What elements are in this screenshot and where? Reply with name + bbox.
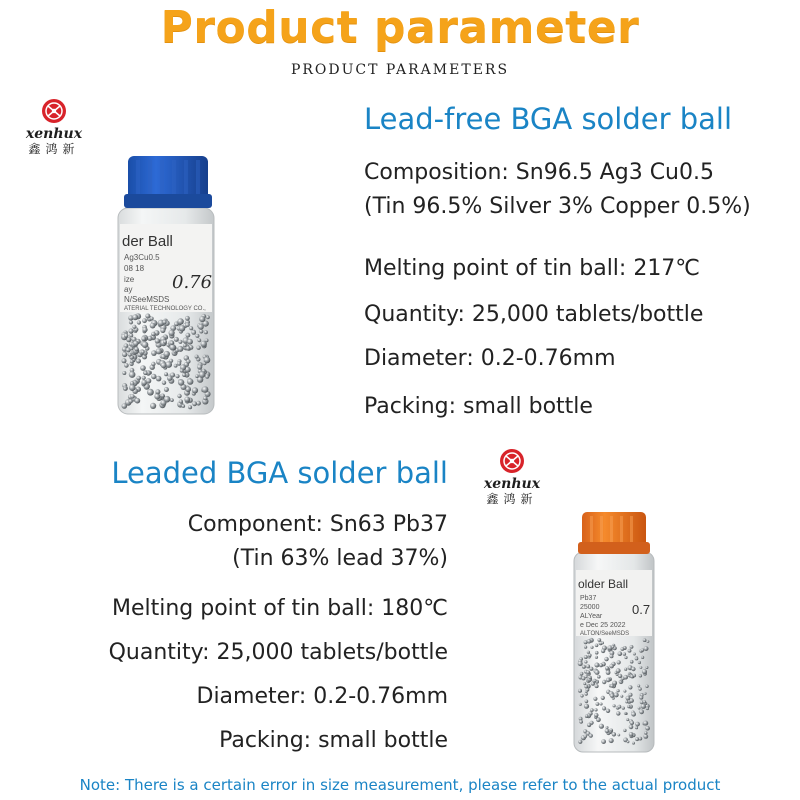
solder-ball	[645, 726, 650, 731]
solder-ball	[601, 739, 606, 744]
solder-ball	[638, 687, 641, 690]
solder-ball	[610, 694, 614, 698]
solder-ball	[611, 645, 614, 648]
solder-ball	[584, 685, 588, 689]
solder-ball	[584, 704, 589, 709]
solder-ball	[136, 359, 141, 364]
solder-ball	[151, 332, 156, 337]
solder-ball	[638, 661, 641, 664]
solder-ball	[163, 320, 167, 324]
solder-ball	[606, 670, 611, 675]
solder-ball	[188, 405, 192, 409]
solder-ball	[182, 404, 186, 408]
solder-ball	[594, 663, 599, 668]
solder-ball	[129, 328, 134, 333]
solder-ball	[641, 648, 644, 651]
solder-ball	[638, 707, 641, 710]
solder-ball	[623, 729, 626, 732]
lead-free-composition: Composition: Sn96.5 Ag3 Cu0.5	[364, 160, 714, 185]
solder-ball	[602, 680, 606, 684]
solder-ball	[206, 315, 210, 319]
solder-ball	[177, 318, 183, 324]
solder-ball	[124, 333, 128, 337]
lead-free-melting-point: Melting point of tin ball: 217℃	[364, 256, 701, 281]
solder-ball	[170, 398, 174, 402]
solder-ball	[187, 378, 193, 384]
solder-ball	[594, 679, 597, 682]
solder-ball	[584, 660, 587, 663]
solder-ball	[155, 389, 160, 394]
brand-logo	[14, 96, 94, 156]
solder-ball	[150, 323, 156, 329]
solder-ball	[203, 396, 207, 400]
solder-ball	[177, 346, 183, 352]
solder-ball	[195, 374, 199, 378]
solder-ball	[623, 652, 626, 655]
bottle-handwritten-size: 0.7	[632, 602, 651, 617]
solder-ball	[635, 726, 638, 729]
solder-ball	[585, 675, 588, 678]
solder-ball	[177, 394, 181, 398]
solder-ball	[588, 654, 592, 658]
solder-ball	[585, 700, 589, 704]
solder-ball	[644, 731, 647, 734]
solder-ball	[604, 657, 608, 661]
solder-ball	[624, 712, 627, 715]
solder-ball	[578, 740, 582, 744]
solder-ball	[632, 742, 635, 745]
solder-ball	[623, 675, 628, 680]
solder-ball	[629, 725, 634, 730]
solder-ball	[189, 326, 193, 330]
solder-ball	[639, 696, 643, 700]
solder-ball	[601, 649, 605, 653]
solder-ball	[150, 403, 156, 409]
solder-ball	[646, 707, 649, 710]
solder-ball	[587, 723, 591, 727]
solder-ball	[128, 353, 132, 357]
bottle-label-title: der Ball	[122, 233, 173, 250]
solder-ball	[192, 401, 197, 406]
solder-ball	[618, 674, 622, 678]
lead-free-composition-detail: (Tin 96.5% Silver 3% Copper 0.5%)	[364, 194, 751, 219]
brand-chinese-name: 鑫鸿新	[486, 492, 538, 506]
solder-ball	[613, 704, 616, 707]
solder-ball	[205, 339, 209, 343]
solder-ball	[199, 329, 203, 333]
solder-ball	[645, 685, 648, 688]
solder-ball	[130, 394, 134, 398]
solder-ball	[123, 387, 127, 391]
solder-ball	[643, 734, 648, 739]
solder-ball	[578, 689, 582, 693]
lead-free-packing: Packing: small bottle	[364, 394, 593, 419]
solder-ball	[620, 695, 623, 698]
solder-ball	[164, 372, 168, 376]
solder-ball	[612, 681, 617, 686]
solder-ball	[641, 656, 644, 659]
solder-ball	[145, 314, 150, 319]
solder-ball	[122, 352, 127, 357]
solder-ball	[628, 672, 631, 675]
solder-ball	[595, 670, 600, 675]
solder-ball	[187, 339, 193, 345]
solder-ball	[133, 341, 139, 347]
solder-ball	[180, 369, 184, 373]
brand-name: xenhux	[25, 126, 83, 142]
solder-ball	[151, 374, 156, 379]
solder-ball	[623, 690, 626, 693]
leaded-diameter: Diameter: 0.2-0.76mm	[196, 684, 448, 709]
solder-ball	[617, 734, 620, 737]
solder-ball	[142, 327, 147, 332]
solder-ball	[624, 668, 627, 671]
solder-ball	[630, 675, 634, 679]
solder-ball	[579, 720, 583, 724]
solder-ball	[586, 670, 590, 674]
solder-ball	[643, 721, 648, 726]
bottle-label-line: N/SeeMSDS	[124, 295, 170, 304]
solder-ball	[626, 696, 631, 701]
solder-ball	[192, 387, 198, 393]
solder-ball	[630, 721, 634, 725]
solder-ball	[186, 359, 190, 363]
brand-logo	[472, 446, 552, 506]
solder-ball	[627, 740, 630, 743]
solder-ball	[122, 358, 127, 363]
lead-free-diameter: Diameter: 0.2-0.76mm	[364, 346, 616, 371]
solder-ball	[627, 705, 630, 708]
solder-ball	[606, 726, 609, 729]
solder-ball	[584, 646, 587, 649]
solder-ball	[142, 318, 147, 323]
leaded-title: Leaded BGA solder ball	[111, 456, 448, 490]
solder-ball	[136, 376, 141, 381]
solder-ball	[621, 647, 625, 651]
solder-ball	[170, 344, 176, 350]
solder-ball	[643, 700, 646, 703]
solder-ball	[129, 384, 136, 391]
lead-free-quantity: Quantity: 25,000 tablets/bottle	[364, 302, 704, 327]
solder-ball	[129, 320, 133, 324]
solder-ball	[174, 364, 178, 368]
solder-ball	[586, 664, 590, 668]
solder-ball	[132, 325, 136, 329]
solder-ball	[580, 694, 583, 697]
solder-ball	[618, 705, 622, 709]
solder-ball	[625, 700, 628, 703]
solder-ball	[639, 674, 642, 677]
solder-ball	[622, 707, 625, 710]
solder-ball	[178, 340, 182, 344]
solder-ball	[616, 668, 621, 673]
solder-ball	[593, 697, 597, 701]
solder-ball	[595, 644, 599, 648]
solder-ball	[185, 316, 190, 321]
solder-ball	[587, 639, 592, 644]
solder-ball	[630, 645, 634, 649]
solder-ball	[583, 682, 586, 685]
solder-ball	[606, 678, 611, 683]
solder-ball	[122, 371, 126, 375]
solder-ball	[617, 689, 620, 692]
solder-ball	[595, 684, 599, 688]
solder-ball	[590, 646, 593, 649]
solder-ball	[609, 664, 614, 669]
solder-ball	[587, 651, 590, 654]
solder-ball	[644, 692, 647, 695]
solder-ball	[184, 397, 190, 403]
solder-ball	[142, 376, 146, 380]
solder-ball	[140, 365, 146, 371]
solder-ball	[141, 350, 145, 354]
solder-ball	[635, 737, 639, 741]
solder-ball	[186, 346, 191, 351]
seal-icon	[37, 96, 71, 126]
solder-ball	[618, 651, 623, 656]
solder-ball	[204, 330, 208, 334]
solder-ball	[156, 376, 162, 382]
lead-free-title: Lead-free BGA solder ball	[364, 102, 733, 136]
solder-ball	[600, 703, 603, 706]
solder-ball	[639, 709, 644, 714]
solder-ball	[195, 355, 199, 359]
lead-free-bottle-image	[110, 150, 240, 420]
footnote: Note: There is a certain error in size measurement, please refer to the actual product	[79, 776, 721, 794]
solder-ball	[146, 378, 151, 383]
bottle-label-line: ALTON/SeeMSDS	[580, 631, 630, 637]
solder-ball	[134, 347, 138, 351]
solder-ball	[595, 651, 599, 655]
solder-ball	[137, 320, 141, 324]
page-subtitle: PRODUCT PARAMETERS	[290, 62, 510, 78]
solder-ball	[585, 714, 588, 717]
bottle-label-line: Pb37	[580, 595, 597, 602]
solder-ball	[637, 684, 640, 687]
solder-ball	[191, 330, 196, 335]
solder-ball	[589, 734, 593, 738]
solder-ball	[178, 379, 184, 385]
solder-ball	[605, 729, 610, 734]
leaded-bottle-image	[560, 508, 670, 758]
solder-ball	[169, 330, 175, 336]
solder-ball	[177, 362, 181, 366]
solder-ball	[588, 676, 591, 679]
solder-ball	[163, 340, 167, 344]
solder-ball	[129, 333, 133, 337]
solder-ball	[602, 706, 606, 710]
bottle-label-title: older Ball	[578, 577, 629, 591]
solder-ball	[202, 386, 209, 393]
solder-ball	[204, 357, 211, 364]
brand-chinese-name: 鑫鸿新	[28, 142, 80, 156]
solder-ball	[199, 316, 205, 322]
solder-ball	[606, 709, 610, 713]
solder-ball	[196, 346, 200, 350]
leaded-quantity: Quantity: 25,000 tablets/bottle	[108, 640, 448, 665]
solder-ball	[624, 656, 627, 659]
solder-ball	[594, 708, 597, 711]
leaded-melting-point: Melting point of tin ball: 180℃	[111, 596, 448, 621]
solder-ball	[614, 692, 619, 697]
solder-ball	[135, 398, 141, 404]
solder-ball	[185, 323, 190, 328]
solder-ball	[616, 711, 620, 715]
solder-ball	[144, 371, 148, 375]
solder-ball	[186, 333, 191, 338]
solder-ball	[174, 337, 179, 342]
solder-ball	[167, 376, 172, 381]
solder-ball	[164, 351, 170, 357]
solder-ball	[629, 732, 634, 737]
solder-ball	[628, 649, 632, 653]
bottle-label-line: ALYear	[580, 613, 603, 620]
solder-ball	[151, 362, 155, 366]
solder-ball	[640, 666, 643, 669]
bottle-label-line: 08 18	[124, 264, 145, 273]
solder-ball	[642, 669, 647, 674]
solder-ball	[609, 738, 614, 743]
solder-ball	[197, 364, 202, 369]
solder-ball	[610, 654, 614, 658]
bottle-label-line: e Dec 25 2022	[580, 622, 626, 629]
solder-ball	[590, 708, 594, 712]
solder-ball	[122, 403, 128, 409]
brand-name: xenhux	[483, 476, 541, 492]
solder-ball	[179, 399, 183, 403]
solder-ball	[584, 655, 588, 659]
solder-ball	[132, 314, 138, 320]
solder-ball	[197, 338, 201, 342]
solder-ball	[644, 646, 649, 651]
solder-ball	[645, 666, 648, 669]
leaded-component: Component: Sn63 Pb37	[187, 512, 448, 537]
solder-ball	[578, 661, 583, 666]
solder-ball	[155, 338, 160, 343]
solder-ball	[199, 371, 206, 378]
solder-ball	[643, 638, 647, 642]
bottle-label-line: ay	[124, 285, 133, 294]
bottle-handwritten-size: 0.76	[172, 272, 213, 293]
solder-ball	[630, 660, 634, 664]
solder-ball	[599, 663, 603, 667]
solder-ball	[195, 334, 199, 338]
solder-ball	[170, 341, 174, 345]
solder-ball	[198, 324, 204, 330]
solder-ball	[633, 653, 636, 656]
solder-ball	[599, 724, 604, 729]
leaded-component-detail: (Tin 63% lead 37%)	[232, 546, 448, 571]
solder-ball	[596, 702, 600, 706]
solder-ball	[582, 665, 586, 669]
solder-ball	[594, 713, 598, 717]
solder-ball	[162, 381, 166, 385]
solder-ball	[638, 737, 642, 741]
solder-ball	[147, 389, 154, 396]
solder-ball	[179, 325, 185, 331]
solder-ball	[580, 672, 584, 676]
solder-ball	[161, 362, 167, 368]
solder-ball	[164, 387, 169, 392]
solder-ball	[150, 317, 154, 321]
bottle-label-line: ATERIAL TECHNOLOGY CO.,	[124, 306, 206, 312]
solder-ball	[628, 685, 632, 689]
solder-ball	[175, 374, 179, 378]
solder-ball	[584, 735, 587, 738]
solder-ball	[141, 336, 146, 341]
solder-ball	[601, 641, 604, 644]
solder-ball	[164, 396, 171, 403]
solder-ball	[183, 344, 187, 348]
solder-ball	[635, 657, 639, 661]
bottle-label-line: Ag3Cu0.5	[124, 253, 160, 262]
solder-ball	[142, 341, 149, 348]
solder-ball	[635, 722, 640, 727]
seal-icon	[495, 446, 529, 476]
solder-ball	[605, 666, 609, 670]
solder-ball	[612, 732, 616, 736]
solder-ball	[595, 656, 598, 659]
bottle-label-line: ize	[124, 275, 135, 284]
page-title: Product parameter	[160, 2, 640, 53]
solder-ball	[610, 729, 613, 732]
solder-ball	[161, 394, 165, 398]
solder-ball	[631, 712, 636, 717]
solder-ball	[601, 696, 605, 700]
solder-ball	[617, 660, 621, 664]
solder-ball	[597, 638, 601, 642]
solder-ball	[130, 360, 134, 364]
bottle-label-line: 25000	[580, 604, 600, 611]
solder-ball	[647, 640, 650, 643]
solder-ball	[631, 667, 635, 671]
solder-ball	[579, 703, 582, 706]
solder-ball	[124, 363, 129, 368]
solder-ball	[129, 371, 136, 378]
solder-ball	[154, 393, 160, 399]
solder-ball	[151, 350, 157, 356]
leaded-packing: Packing: small bottle	[219, 728, 448, 753]
solder-ball	[641, 704, 646, 709]
solder-ball	[597, 675, 601, 679]
solder-ball	[589, 667, 593, 671]
solder-ball	[585, 690, 588, 693]
solder-ball	[626, 718, 629, 721]
solder-ball	[160, 328, 165, 333]
solder-ball	[205, 375, 209, 379]
